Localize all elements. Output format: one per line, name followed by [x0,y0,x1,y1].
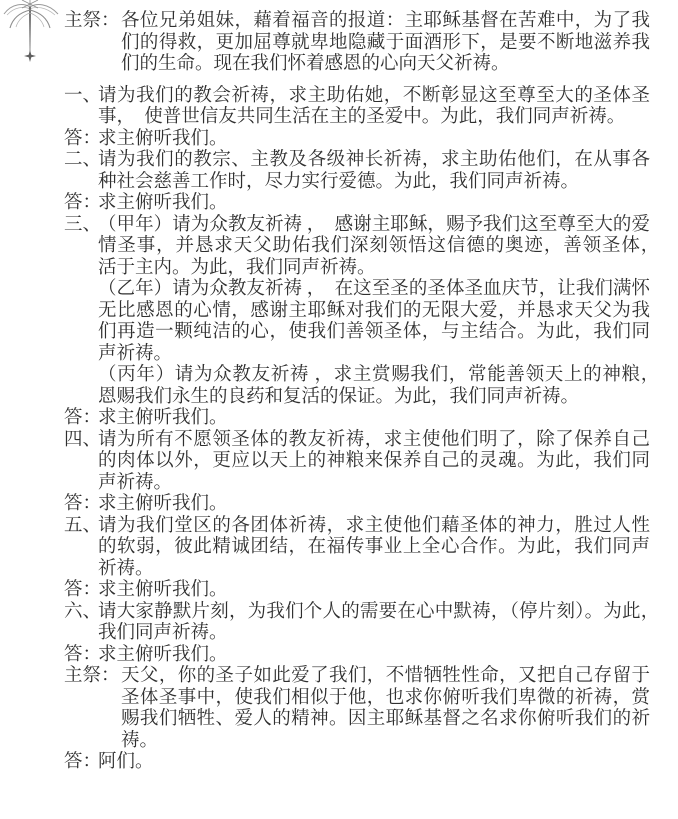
response-amen-text: 阿们。 [98,752,154,772]
petition-1-label: 一、 [64,85,102,106]
petition-3-year-b: （乙年）请为众教友祈祷 ， 在这至圣的圣体圣血庆节，让我们满怀无比感恩的心情，感谢主耶稣对我们的无限大爱，并恳求天父为我们再造一颗纯洁的心，使我们善领圣体，与主结合。为此，我们同声祈祷。 [98,279,650,364]
petition-3-label: 三、 [64,214,102,235]
response-label: 答： [64,494,102,514]
response-label: 答： [64,408,102,428]
petition-item-3 [64,214,669,409]
petition-item-2 [64,150,650,193]
petition-4-label: 四、 [64,429,102,450]
response-text: 求主俯听我们。 [98,494,228,514]
response-text: 求主俯听我们。 [98,580,228,600]
response-text: 求主俯听我们。 [98,128,228,149]
prayer-text [64,11,669,774]
petition-2-text: 请为我们的教宗、主教及各级神长祈祷，求主助佑他们，在从事各种社会慈善工作时，尽力实行爱德。为此，我们同声祈祷。 [98,150,650,192]
celebrant-closing [64,666,650,752]
response-label: 答： [64,580,102,600]
petition-item-6 [64,601,669,645]
response-text: 求主俯听我们。 [98,193,228,213]
response-label: 答： [64,752,102,772]
response-line [64,494,650,516]
response-amen [64,752,650,774]
petition-item-5 [64,516,650,581]
petition-item-1 [64,86,650,129]
celebrant-closing-text: 天父，你的圣子如此爱了我们，不惜牺牲性命，又把自己存留于圣体圣事中，使我们相似于他，也求你俯听我们卑微的祈祷，赏赐我们牺牲、爱人的精神。因主耶稣基督之名求你俯听我们的祈祷。 [121,666,650,751]
response-line [64,408,650,430]
response-line [64,129,650,151]
response-label: 答： [64,193,102,213]
petition-3-year-a: （甲年）请为众教友祈祷 ， 感谢主耶稣，赐予我们这至尊至大的爱情圣事，并恳求天父助佑我们深刻领悟这信德的奥迹，善领圣体， 活于主内。为此，我们同声祈祷。 [98,214,669,278]
petition-3-year-c: （丙年）请为众教友祈祷 ，求主赏赐我们，常能善领天上的神粮， 恩赐我们永生的良药和复活的保证。为此，我们同声祈祷。 [98,365,669,407]
petition-5-label: 五、 [64,515,102,536]
response-label: 答： [64,128,102,149]
petition-2-label: 二、 [64,150,102,170]
celebrant-label: 主祭： [64,11,120,31]
celebrant-intro-text: 各位兄弟姐妹，藉着福音的报道：主耶稣基督在苦难中，为了我们的得救，更加屈尊就卑地隐藏于面酒形下，是要不断地滋养我们的生命。现在我们怀着感恩的心向天父祈祷。 [121,11,650,74]
response-text: 求主俯听我们。 [98,644,228,665]
response-line [64,193,650,215]
petition-item-4 [64,430,650,495]
response-label: 答： [64,644,102,665]
response-text: 求主俯听我们。 [98,408,228,428]
calligraphic-flourish-icon [2,0,60,68]
petition-5-text: 请为我们堂区的各团体祈祷，求主使他们藉圣体的神力，胜过人性的软弱，彼此精诚团结，在福传事业上全心合作。为此，我们同声祈祷。 [98,515,650,579]
petition-4-text: 请为所有不愿领圣体的教友祈祷，求主使他们明了，除了保养自己的肉体以外，更应以天上的神粮来保养自己的灵魂。为此，我们同声祈祷。 [98,429,650,493]
celebrant-label: 主祭： [64,666,120,686]
celebrant-intro [64,11,650,76]
petition-6-label: 六、 [64,601,102,622]
response-line [64,645,650,667]
petition-6-text: 请大家静默片刻，为我们个人的需要在心中默祷，（停片刻）。为此， 我们同声祈祷。 [98,601,669,643]
response-line [64,580,650,602]
petition-1-text: 请为我们的教会祈祷，求主助佑她，不断彰显这至尊至大的圣体圣事， 使普世信友共同生活在主的圣爱中。为此，我们同声祈祷。 [98,85,650,127]
